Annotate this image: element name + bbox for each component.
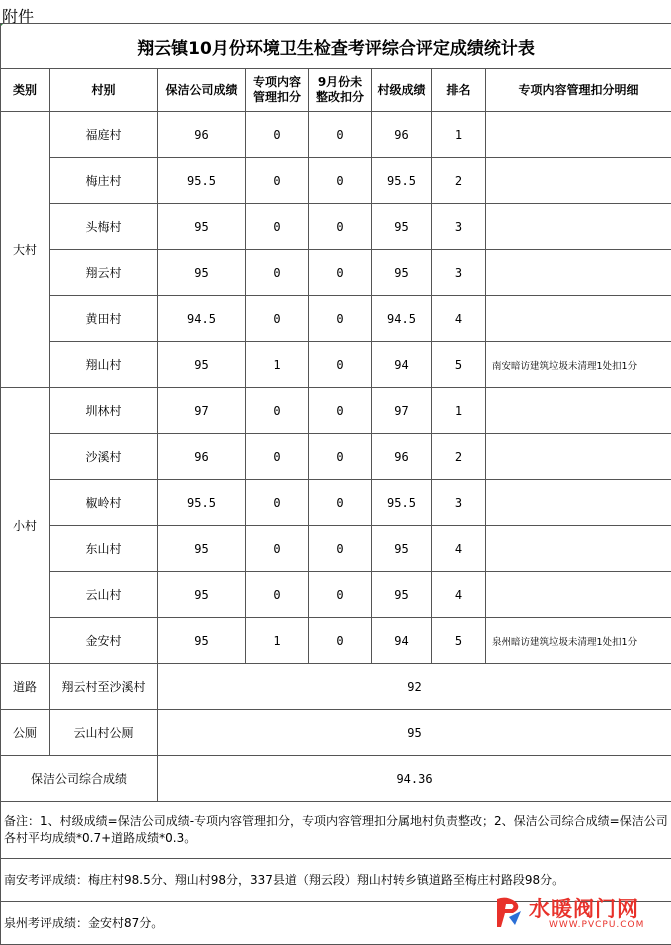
rank: 3 bbox=[432, 204, 486, 250]
rank: 5 bbox=[432, 618, 486, 664]
special-deduction: 0 bbox=[246, 388, 309, 434]
score-sheet bbox=[0, 23, 671, 945]
special-deduction: 0 bbox=[246, 296, 309, 342]
rank: 5 bbox=[432, 342, 486, 388]
table-row bbox=[1, 480, 671, 526]
rank: 3 bbox=[432, 480, 486, 526]
village-name: 椒岭村 bbox=[50, 480, 158, 526]
rank: 1 bbox=[432, 112, 486, 158]
table-row bbox=[1, 342, 671, 388]
village-name: 圳林村 bbox=[50, 388, 158, 434]
header-sept-deduction bbox=[309, 69, 372, 112]
special-deduction: 0 bbox=[246, 112, 309, 158]
deduction-detail bbox=[486, 296, 671, 342]
deduction-detail bbox=[486, 112, 671, 158]
village-score: 96 bbox=[372, 434, 432, 480]
special-deduction: 0 bbox=[246, 434, 309, 480]
header-sept-line2: 整改扣分 bbox=[316, 90, 364, 104]
table-row bbox=[1, 204, 671, 250]
special-deduction: 0 bbox=[246, 250, 309, 296]
watermark-logo-icon bbox=[493, 895, 523, 929]
site-watermark bbox=[493, 893, 663, 933]
table-title: 翔云镇10月份环境卫生检查考评综合评定成绩统计表 bbox=[1, 24, 671, 69]
village-name: 翔云村 bbox=[50, 250, 158, 296]
village-name: 翔山村 bbox=[50, 342, 158, 388]
toilet-name: 云山村公厕 bbox=[50, 710, 158, 756]
village-score: 94.5 bbox=[372, 296, 432, 342]
deduction-detail bbox=[486, 204, 671, 250]
company-score: 96 bbox=[158, 434, 246, 480]
rank: 2 bbox=[432, 434, 486, 480]
rank: 4 bbox=[432, 526, 486, 572]
road-name: 翔云村至沙溪村 bbox=[50, 664, 158, 710]
company-score: 95 bbox=[158, 342, 246, 388]
village-score: 94 bbox=[372, 618, 432, 664]
rank: 4 bbox=[432, 296, 486, 342]
village-name: 黄田村 bbox=[50, 296, 158, 342]
road-category: 道路 bbox=[1, 664, 50, 710]
header-village: 村别 bbox=[50, 69, 158, 112]
company-score: 95 bbox=[158, 204, 246, 250]
sept-deduction: 0 bbox=[309, 618, 372, 664]
company-overall-score: 94.36 bbox=[158, 756, 671, 802]
company-score: 95 bbox=[158, 250, 246, 296]
toilet-score: 95 bbox=[158, 710, 671, 756]
village-name: 沙溪村 bbox=[50, 434, 158, 480]
score-table bbox=[0, 23, 671, 945]
company-score: 94.5 bbox=[158, 296, 246, 342]
special-deduction: 0 bbox=[246, 158, 309, 204]
table-row bbox=[1, 112, 671, 158]
village-score: 95.5 bbox=[372, 480, 432, 526]
header-category: 类别 bbox=[1, 69, 50, 112]
road-score: 92 bbox=[158, 664, 671, 710]
village-name: 福庭村 bbox=[50, 112, 158, 158]
village-name: 云山村 bbox=[50, 572, 158, 618]
deduction-detail bbox=[486, 434, 671, 480]
rank: 4 bbox=[432, 572, 486, 618]
special-deduction: 0 bbox=[246, 204, 309, 250]
header-special-line1: 专项内容 bbox=[253, 75, 301, 89]
deduction-detail bbox=[486, 388, 671, 434]
sept-deduction: 0 bbox=[309, 480, 372, 526]
deduction-detail: 南安暗访建筑垃圾未清理1处扣1分 bbox=[486, 342, 671, 388]
special-deduction: 0 bbox=[246, 572, 309, 618]
nanan-evaluation: 南安考评成绩：梅庄村98.5分、翔山村98分，337县道（翔云段）翔山村转乡镇道路至梅庄村路段98分。 bbox=[1, 859, 671, 902]
rank: 3 bbox=[432, 250, 486, 296]
header-special-deduction bbox=[246, 69, 309, 112]
village-score: 97 bbox=[372, 388, 432, 434]
table-row bbox=[1, 618, 671, 664]
table-row bbox=[1, 388, 671, 434]
village-name: 梅庄村 bbox=[50, 158, 158, 204]
deduction-detail: 泉州暗访建筑垃圾未清理1处扣1分 bbox=[486, 618, 671, 664]
deduction-detail bbox=[486, 480, 671, 526]
rank: 2 bbox=[432, 158, 486, 204]
village-name: 头梅村 bbox=[50, 204, 158, 250]
category-cell: 小村 bbox=[1, 388, 50, 664]
sept-deduction: 0 bbox=[309, 112, 372, 158]
rank: 1 bbox=[432, 388, 486, 434]
table-note: 备注：1、村级成绩=保洁公司成绩-专项内容管理扣分，专项内容管理扣分属地村负责整改；2、保洁公司综合成绩=保洁公司各村平均成绩*0.7+道路成绩*0.3。 bbox=[1, 802, 671, 859]
table-row bbox=[1, 158, 671, 204]
header-village-score: 村级成绩 bbox=[372, 69, 432, 112]
deduction-detail bbox=[486, 250, 671, 296]
company-score: 96 bbox=[158, 112, 246, 158]
sept-deduction: 0 bbox=[309, 296, 372, 342]
attachment-label: 附件 bbox=[2, 4, 34, 27]
special-deduction: 1 bbox=[246, 618, 309, 664]
sept-deduction: 0 bbox=[309, 388, 372, 434]
company-score: 95 bbox=[158, 526, 246, 572]
village-score: 95 bbox=[372, 204, 432, 250]
special-deduction: 0 bbox=[246, 480, 309, 526]
table-row bbox=[1, 434, 671, 480]
village-score: 95 bbox=[372, 250, 432, 296]
village-name: 东山村 bbox=[50, 526, 158, 572]
sept-deduction: 0 bbox=[309, 342, 372, 388]
sept-deduction: 0 bbox=[309, 572, 372, 618]
village-score: 95 bbox=[372, 572, 432, 618]
company-score: 97 bbox=[158, 388, 246, 434]
village-score: 94 bbox=[372, 342, 432, 388]
company-score: 95.5 bbox=[158, 480, 246, 526]
table-row bbox=[1, 250, 671, 296]
company-score: 95.5 bbox=[158, 158, 246, 204]
village-score: 95 bbox=[372, 526, 432, 572]
village-score: 96 bbox=[372, 112, 432, 158]
special-deduction: 1 bbox=[246, 342, 309, 388]
deduction-detail bbox=[486, 572, 671, 618]
header-company-score: 保洁公司成绩 bbox=[158, 69, 246, 112]
deduction-detail bbox=[486, 526, 671, 572]
sept-deduction: 0 bbox=[309, 434, 372, 480]
header-rank: 排名 bbox=[432, 69, 486, 112]
sept-deduction: 0 bbox=[309, 250, 372, 296]
toilet-category: 公厕 bbox=[1, 710, 50, 756]
table-row bbox=[1, 296, 671, 342]
category-cell: 大村 bbox=[1, 112, 50, 388]
sept-deduction: 0 bbox=[309, 204, 372, 250]
sept-deduction: 0 bbox=[309, 526, 372, 572]
table-row bbox=[1, 572, 671, 618]
watermark-url: WWW.PVCPU.COM bbox=[549, 920, 644, 930]
village-name: 金安村 bbox=[50, 618, 158, 664]
sept-deduction: 0 bbox=[309, 158, 372, 204]
village-score: 95.5 bbox=[372, 158, 432, 204]
watermark-text: 水暖阀门网 bbox=[529, 893, 639, 923]
special-deduction: 0 bbox=[246, 526, 309, 572]
header-sept-line1: 9月份未 bbox=[318, 75, 362, 89]
deduction-detail bbox=[486, 158, 671, 204]
quanzhou-evaluation: 泉州考评成绩：金安村87分。 bbox=[1, 902, 671, 945]
table-row bbox=[1, 526, 671, 572]
company-score: 95 bbox=[158, 572, 246, 618]
company-score: 95 bbox=[158, 618, 246, 664]
header-detail: 专项内容管理扣分明细 bbox=[486, 69, 671, 112]
header-special-line2: 管理扣分 bbox=[253, 90, 301, 104]
company-overall-label: 保洁公司综合成绩 bbox=[1, 756, 158, 802]
